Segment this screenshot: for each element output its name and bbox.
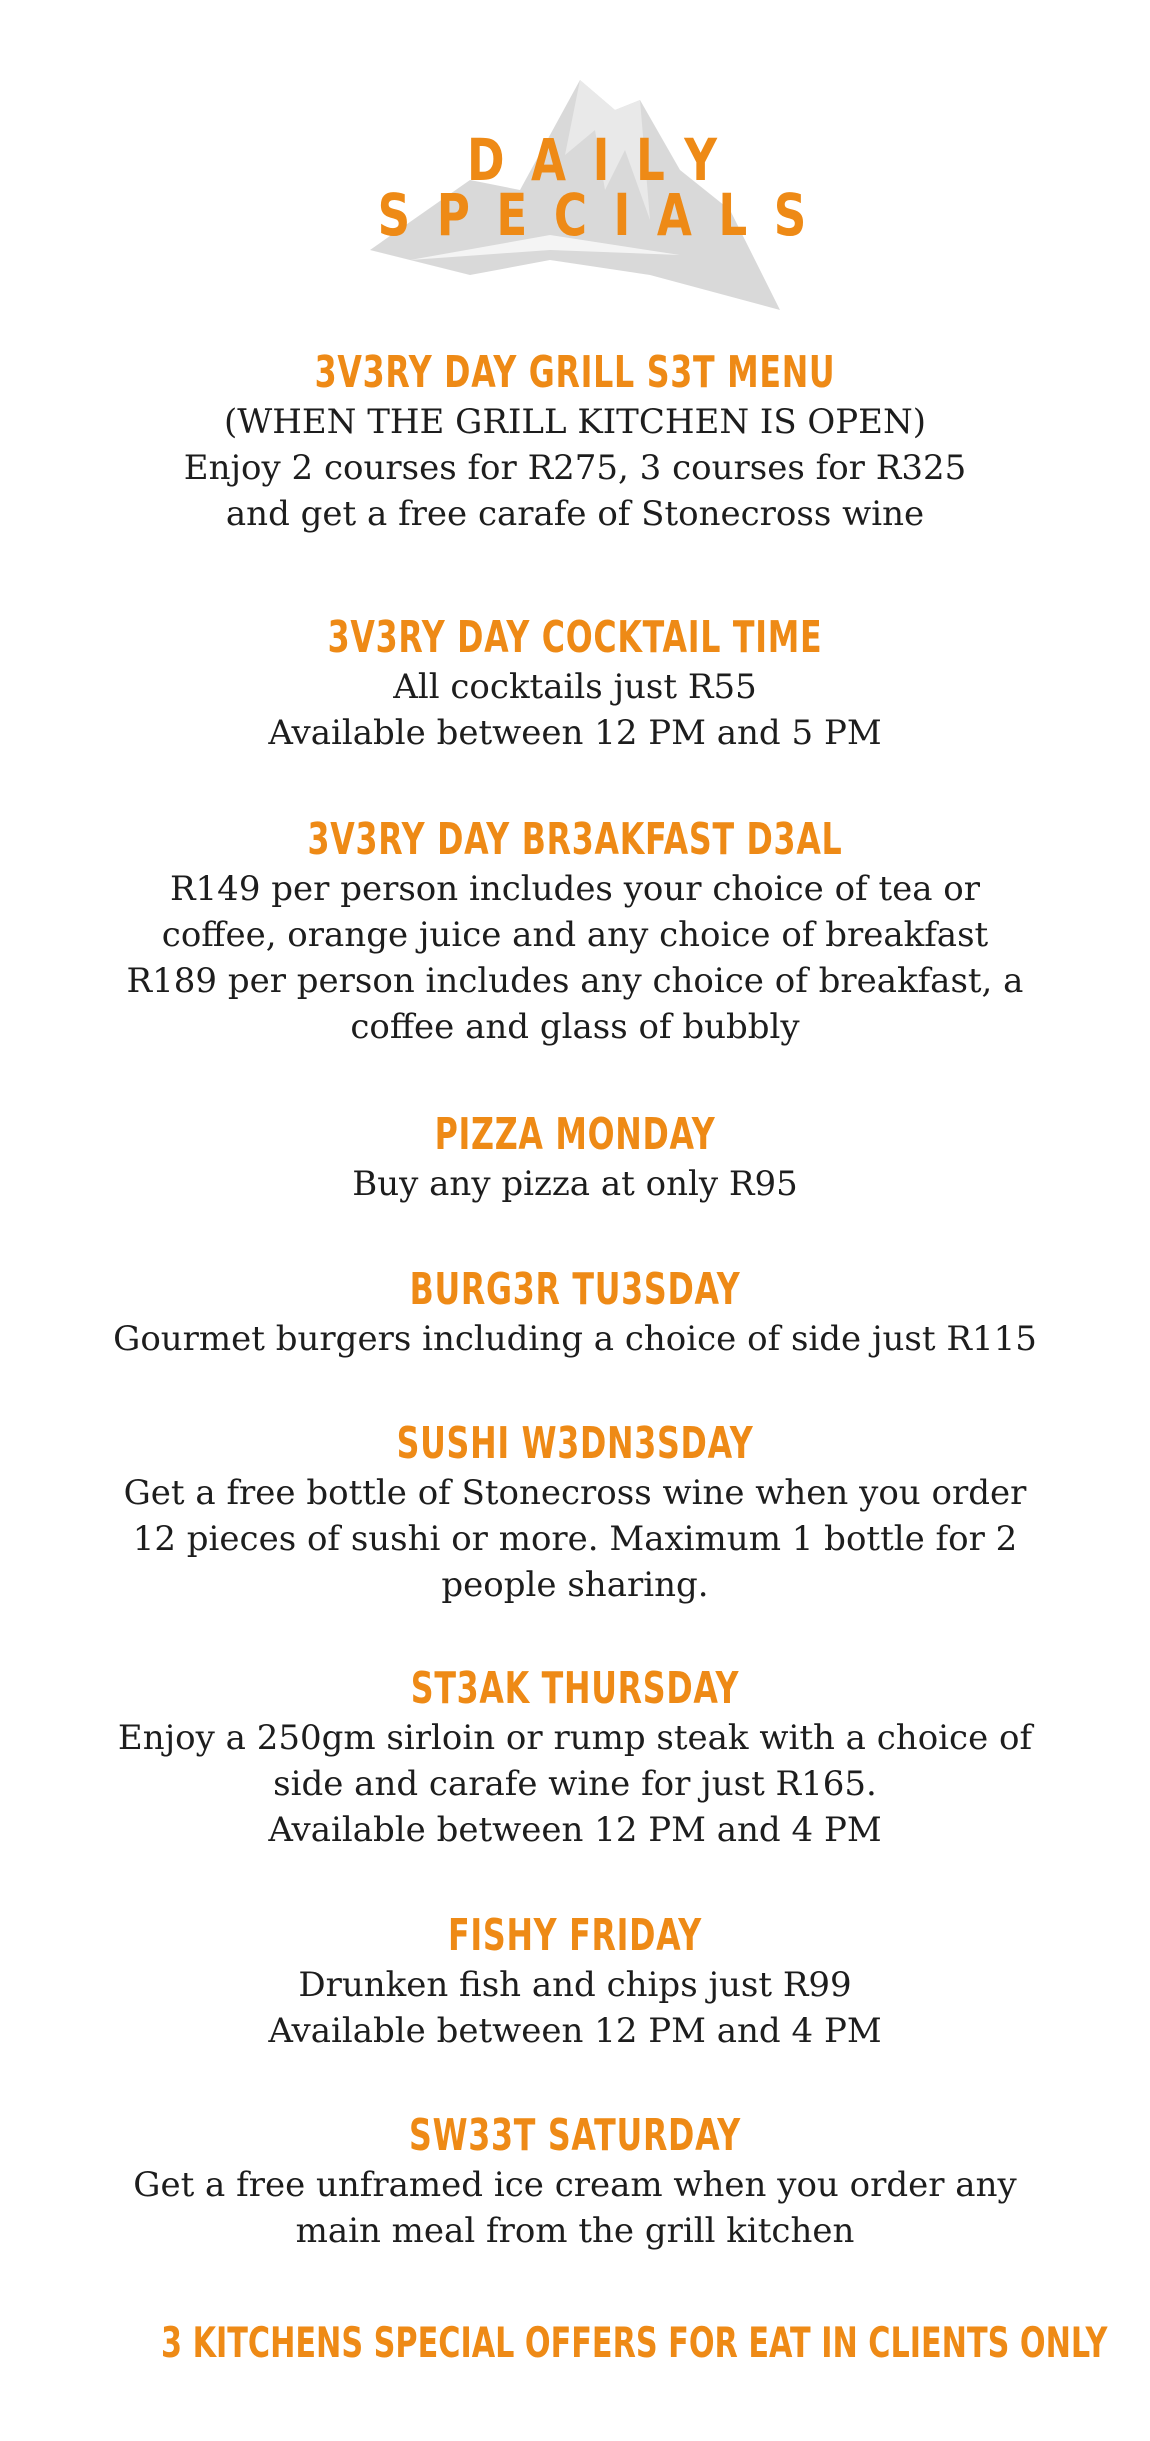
special-line: Buy any pizza at only R95 (352, 1164, 798, 1204)
special-line: Available between 12 PM and 4 PM (268, 2011, 882, 2051)
special-heading: SW33T SATURDAY (409, 2110, 741, 2161)
special-line: (WHEN THE GRILL KITCHEN IS OPEN) (223, 402, 926, 442)
special-line: R149 per person includes your choice of tea or (169, 869, 981, 909)
special-line: coffee, orange juice and any choice of breakfast (161, 915, 989, 955)
special-heading: SUSHI W3DN3SDAY (396, 1418, 754, 1469)
special-line: side and carafe wine for just R165. (273, 1764, 877, 1804)
special-heading: FISHY FRIDAY (448, 1910, 702, 1961)
special-fishy-friday (40, 1910, 1110, 2054)
special-heading: 3V3RY DAY COCKTAIL TIME (327, 612, 823, 663)
special-burger-tuesday (40, 1264, 1110, 1362)
special-line: Gourmet burgers including a choice of side just R115 (113, 1319, 1037, 1359)
special-line: people sharing. (441, 1565, 709, 1605)
special-heading: BURG3R TU3SDAY (409, 1264, 741, 1315)
special-sweet-saturday (40, 2110, 1110, 2254)
special-line: Get a free bottle of Stonecross wine when you order (123, 1473, 1027, 1513)
eat-in-only-note: 3 KITCHENS SPECIAL OFFERS FOR EAT IN CLIENTS ONLY (160, 2318, 1108, 2367)
special-cocktail-time (40, 612, 1110, 756)
special-line: 12 pieces of sushi or more. Maximum 1 bottle for 2 (132, 1519, 1018, 1559)
special-steak-thursday (40, 1663, 1110, 1853)
special-line: Get a free unframed ice cream when you order any (133, 2165, 1017, 2205)
page-title-line2: SPECIALS (377, 181, 833, 249)
special-line: and get a free carafe of Stonecross wine (225, 494, 925, 534)
special-line: Available between 12 PM and 5 PM (268, 713, 882, 753)
special-line: main meal from the grill kitchen (295, 2211, 855, 2251)
special-line: All cocktails just R55 (393, 667, 757, 707)
special-breakfast-deal (40, 814, 1110, 1050)
special-sushi-wednesday (40, 1418, 1110, 1608)
special-heading: ST3AK THURSDAY (410, 1663, 740, 1714)
special-line: Drunken fish and chips just R99 (298, 1965, 852, 2005)
special-heading: 3V3RY DAY BR3AKFAST D3AL (307, 814, 843, 865)
page-title-line1: DAILY (466, 126, 744, 194)
special-line: R189 per person includes any choice of breakfast, a (126, 961, 1024, 1001)
special-line: Enjoy 2 courses for R275, 3 courses for R325 (183, 448, 967, 488)
special-line: coffee and glass of bubbly (350, 1007, 800, 1047)
special-line: Enjoy a 250gm sirloin or rump steak with a choice of (117, 1718, 1033, 1758)
special-pizza-monday (40, 1109, 1110, 1207)
special-line: Available between 12 PM and 4 PM (268, 1810, 882, 1850)
special-heading: 3V3RY DAY GRILL S3T MENU (314, 347, 836, 398)
special-grill-set-menu (40, 347, 1110, 537)
special-heading: PIZZA MONDAY (434, 1109, 716, 1160)
header (0, 0, 1150, 330)
